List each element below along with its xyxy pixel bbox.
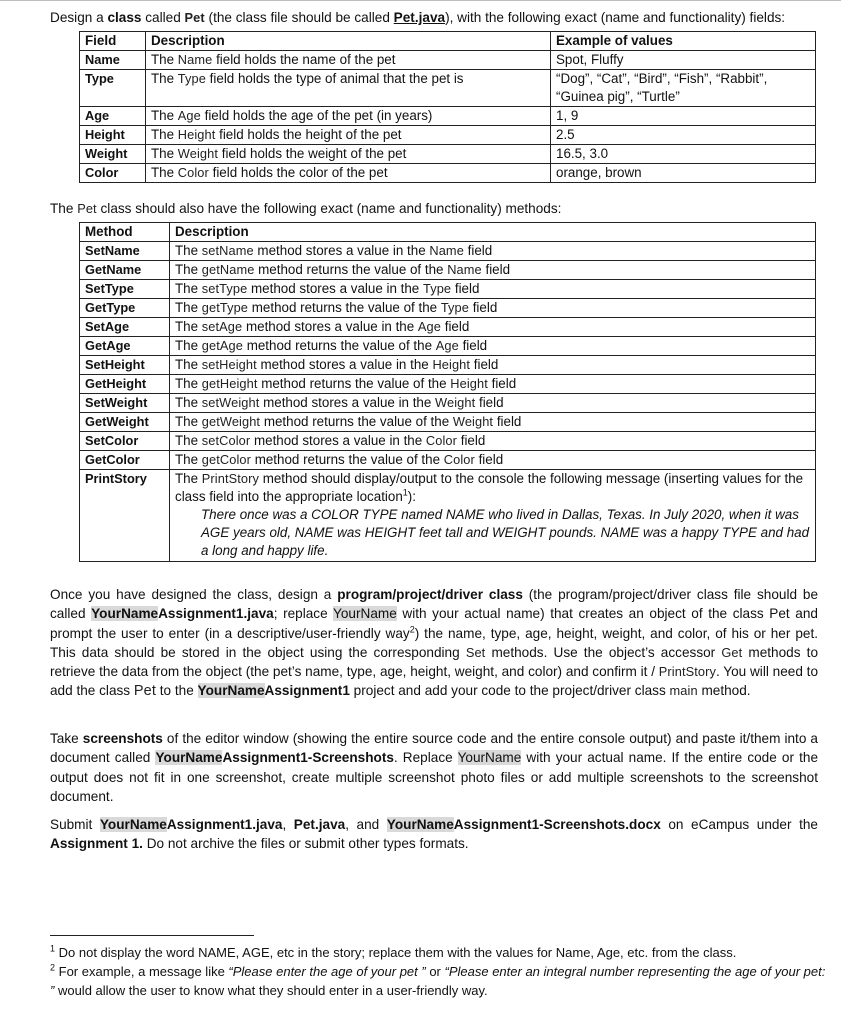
- method-name: GetAge: [80, 337, 170, 356]
- submit-paragraph: Submit YourNameAssignment1.java, Pet.java, and YourNameAssignment1-Screenshots.docx on eCampus under the Assignment 1. Do not archive the files or submit other types formats.: [50, 817, 818, 852]
- col-header-description: Description: [146, 32, 551, 51]
- methods-table: [79, 222, 816, 562]
- table-row: [80, 394, 816, 413]
- table-row: [80, 432, 816, 451]
- footnote-1: $^1$ Do not display the word NAME, AGE, etc in the story; replace them with the values for Name, Age, etc. from the class.: [50, 943, 737, 960]
- method-description: The getColor method returns the value of the Color field: [170, 451, 816, 470]
- intro-text: Design a: [50, 10, 108, 25]
- field-name: Height: [80, 126, 146, 145]
- field-description: The Color field holds the color of the pet: [146, 164, 551, 183]
- method-description: The setName method stores a value in the Name field: [170, 242, 816, 261]
- col-header-method-description: Description: [170, 223, 816, 242]
- field-name: Color: [80, 164, 146, 183]
- table-row: [80, 51, 816, 70]
- field-description: The Age field holds the age of the pet (in years): [146, 107, 551, 126]
- method-description: The setWeight method stores a value in the Weight field: [170, 394, 816, 413]
- table-row: [80, 451, 816, 470]
- field-example: 16.5, 3.0: [551, 145, 816, 164]
- table-row: [80, 299, 816, 318]
- methods-intro-text: class should also have the following exact (name and functionality) methods:: [96, 201, 562, 216]
- method-name: SetHeight: [80, 356, 170, 375]
- table-row: [80, 126, 816, 145]
- method-name: PrintStory: [80, 470, 170, 562]
- method-description: The getHeight method returns the value of the Height field: [170, 375, 816, 394]
- top-border: [0, 0, 841, 1]
- field-description: The Height field holds the height of the pet: [146, 126, 551, 145]
- field-example: 1, 9: [551, 107, 816, 126]
- table-row: [80, 375, 816, 394]
- methods-intro: [50, 200, 561, 218]
- method-name: SetName: [80, 242, 170, 261]
- table-row: [80, 164, 816, 183]
- field-name: Name: [80, 51, 146, 70]
- method-description: The setColor method stores a value in the Color field: [170, 432, 816, 451]
- method-description: The setAge method stores a value in the Age field: [170, 318, 816, 337]
- pet-class-name: Pet: [184, 10, 205, 25]
- field-name: Weight: [80, 145, 146, 164]
- intro-text: (the class file should be called: [204, 10, 394, 25]
- method-description: The getWeight method returns the value of the Weight field: [170, 413, 816, 432]
- table-row: [80, 413, 816, 432]
- table-row: [80, 107, 816, 126]
- method-name: GetHeight: [80, 375, 170, 394]
- method-name: SetType: [80, 280, 170, 299]
- method-name: GetType: [80, 299, 170, 318]
- class-keyword: class: [107, 10, 142, 25]
- method-description: The setHeight method stores a value in the Height field: [170, 356, 816, 375]
- fields-header-row: [80, 32, 816, 51]
- pet-file-name: Pet.java: [393, 10, 446, 25]
- story-template: There once was a COLOR TYPE named NAME who lived in Dallas, Texas. In July 2020, when it was AGE years old, NAME was HEIGHT feet tall and WEIGHT pounds. NAME was a happy TYPE and had a long and happy life.: [201, 507, 810, 558]
- intro-text: ), with the following exact (name and functionality) fields:: [445, 10, 786, 25]
- method-description: The getType method returns the value of the Type field: [170, 299, 816, 318]
- field-description: The Type field holds the type of animal that the pet is: [146, 70, 551, 107]
- col-header-field: Field: [80, 32, 146, 51]
- field-example: Spot, Fluffy: [551, 51, 816, 70]
- field-description: The Weight field holds the weight of the pet: [146, 145, 551, 164]
- table-row: [80, 337, 816, 356]
- table-row: [80, 470, 816, 562]
- footnote-separator: [50, 935, 254, 936]
- table-row: [80, 261, 816, 280]
- method-name: SetWeight: [80, 394, 170, 413]
- table-row: [80, 145, 816, 164]
- driver-class-paragraph: Once you have designed the class, design a program/project/driver class (the program/project/driver class file should be called YourNameAssignment1.java; replace YourName with your actual name) that creates an object of the class Pet and prompt the user to enter (in a descriptive/user-friendly way$^2$) the name, type, age, height, weight, and color, of his or her pet. This data should be stored in the object using the corresponding Set methods. Use the object’s accessor Get methods to retrieve the data from the object (the pet’s name, type, age, height, weight, and color) and confirm it / PrintStory. You will need to add the class Pet to the YourNameAssignment1 project and add your code to the project/driver class main method.: [50, 587, 819, 700]
- method-name: GetName: [80, 261, 170, 280]
- field-description: The Name field holds the name of the pet: [146, 51, 551, 70]
- pet-class-name: Pet: [77, 201, 97, 216]
- methods-header-row: [80, 223, 816, 242]
- table-row: [80, 242, 816, 261]
- method-description: The setType method stores a value in the Type field: [170, 280, 816, 299]
- method-name: GetWeight: [80, 413, 170, 432]
- footnote-2: $^2$ For example, a message like “Please enter the age of your pet ” or “Please enter an integral number representing the age of your pet: ” would allow the user to know what they should enter in a user-friendly way.: [50, 962, 826, 998]
- method-description: The getName method returns the value of the Name field: [170, 261, 816, 280]
- fields-body: [80, 51, 816, 183]
- field-example: 2.5: [551, 126, 816, 145]
- method-description: The PrintStory method should display/output to the console the following message (inserting values for the class field into the appropriate location$^1$): There once was a COLOR TYPE named NAME who lived in Dallas, Texas. In July 2020, when it was AGE years old, NAME was HEIGHT feet tall and WEIGHT pounds. NAME was a happy TYPE and had a long and happy life.: [170, 470, 816, 562]
- table-row: [80, 356, 816, 375]
- col-header-example: Example of values: [551, 32, 816, 51]
- field-name: Type: [80, 70, 146, 107]
- field-example: “Dog”, “Cat”, “Bird”, “Fish”, “Rabbit”, “Guinea pig”, “Turtle”: [551, 70, 816, 107]
- intro-text: called: [141, 10, 185, 25]
- table-row: [80, 70, 816, 107]
- methods-intro-text: The: [50, 201, 78, 216]
- field-name: Age: [80, 107, 146, 126]
- field-example: orange, brown: [551, 164, 816, 183]
- table-row: [80, 318, 816, 337]
- method-name: SetColor: [80, 432, 170, 451]
- fields-table: [79, 31, 816, 183]
- table-row: [80, 280, 816, 299]
- method-description: The getAge method returns the value of the Age field: [170, 337, 816, 356]
- col-header-method: Method: [80, 223, 170, 242]
- screenshots-paragraph: Take screenshots of the editor window (showing the entire source code and the entire console output) and paste it/them into a document called YourNameAssignment1-Screenshots. Replace YourName with your actual name. If the entire code or the output does not fit in one screenshot, create multiple screenshot photo files or add multiple screenshots to the screenshot document.: [50, 731, 819, 804]
- methods-body: [80, 242, 816, 562]
- method-name: SetAge: [80, 318, 170, 337]
- intro-line: [50, 9, 840, 27]
- method-name: GetColor: [80, 451, 170, 470]
